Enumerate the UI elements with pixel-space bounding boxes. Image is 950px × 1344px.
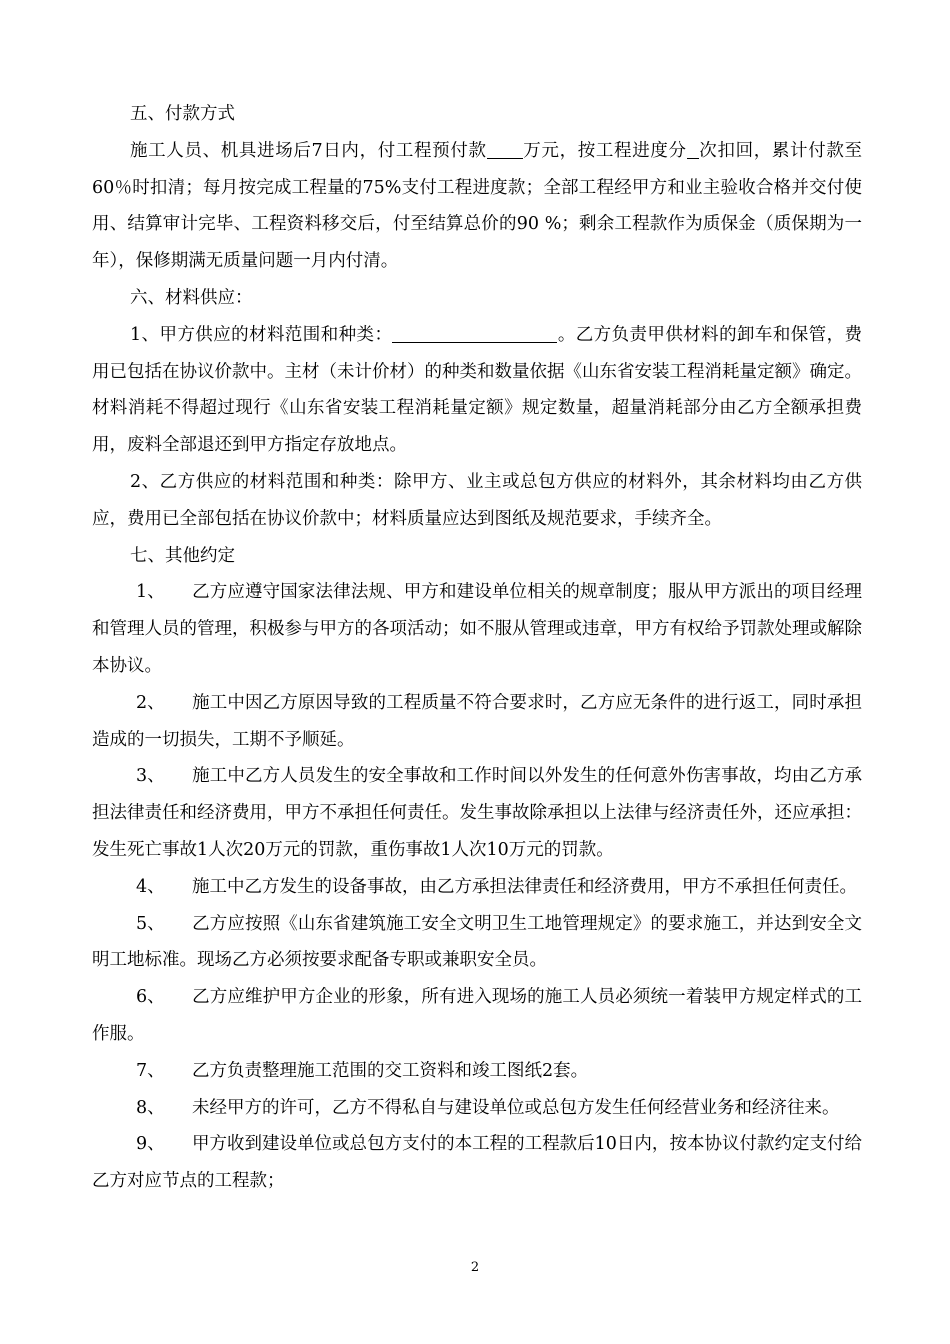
- payment-text-part1: 施工人员、机具进场后7日内，付工程预付款: [130, 140, 487, 161]
- section-heading-other: 七、其他约定: [130, 545, 235, 566]
- clause-text: 乙方负责整理施工范围的交工资料和竣工图纸2套。: [192, 1060, 589, 1081]
- page-number: 2: [470, 1260, 480, 1275]
- clause-item: [92, 685, 862, 759]
- clause-item: [92, 906, 862, 980]
- clause-text: 乙方应按照《山东省建筑施工安全文明卫生工地管理规定》的要求施工，并达到安全文明工地标准。现场乙方必须按要求配备专职或兼职安全员。: [92, 913, 862, 971]
- clause-text: 甲方收到建设单位或总包方支付的本工程的工程款后10日内，按本协议付款约定支付给乙方对应节点的工程款；: [92, 1134, 862, 1192]
- installment-count-blank: [687, 138, 699, 159]
- clause-number: 7、: [136, 1060, 165, 1081]
- clause-number: 8、: [136, 1097, 165, 1118]
- payment-text-part2: 万元，按工程进度分: [522, 140, 687, 161]
- clause-number: 5、: [136, 913, 165, 934]
- payment-text-part3: 次扣回，累计付款至60％时扣清；每月按完成工程量的75%支付工程进度款；全部工程经甲方和业主验收合格并交付使用、结算审计完毕、工程资料移交后，付至结算总价的90 %；剩余工程款作为质保金（质保期为一年），保修期满无质量问题一月内付清。: [92, 140, 863, 272]
- page-body: [92, 96, 862, 1200]
- clause-text: 未经甲方的许可，乙方不得私自与建设单位或总包方发生任何经营业务和经济往来。: [192, 1097, 840, 1118]
- clause-number: 6、: [136, 987, 165, 1008]
- clause-number: 2、: [136, 692, 165, 713]
- materials-1-text-part1: 1、甲方供应的材料范围和种类：: [130, 324, 393, 345]
- materials-scope-blank: [392, 322, 557, 343]
- clause-number: 4、: [136, 876, 165, 897]
- clause-text: 施工中乙方人员发生的安全事故和工作时间以外发生的任何意外伤害事故，均由乙方承担法律责任和经济费用，甲方不承担任何责任。发生事故除承担以上法律与经济责任外，还应承担：发生死亡事故1人次20万元的罚款，重伤事故1人次10万元的罚款。: [92, 766, 862, 860]
- clause-number: 9、: [136, 1134, 165, 1155]
- clause-item: [92, 1053, 862, 1090]
- clause-item: [92, 979, 862, 1053]
- payment-paragraph: [92, 133, 862, 280]
- clause-item: [92, 758, 862, 868]
- materials-paragraph-2: 2、乙方供应的材料范围和种类：除甲方、业主或总包方供应的材料外，其余材料均由乙方供应，费用已全部包括在协议价款中；材料质量应达到图纸及规范要求，手续齐全。: [92, 471, 862, 529]
- clause-text: 乙方应遵守国家法律法规、甲方和建设单位相关的规章制度；服从甲方派出的项目经理和管理人员的管理，积极参与甲方的各项活动；如不服从管理或违章，甲方有权给予罚款处理或解除本协议。: [92, 582, 862, 676]
- clause-item: [92, 869, 862, 906]
- materials-1-text-part2: 。乙方负责甲供材料的卸车和保管，费用已包括在协议价款中。主材（未计价材）的种类和数量依据《山东省安装工程消耗量定额》确定。材料消耗不得超过现行《山东省安装工程消耗量定额》规定数量，超量消耗部分由乙方全额承担费用，废料全部退还到甲方指定存放地点。: [92, 324, 863, 456]
- clause-item: [92, 1126, 862, 1200]
- clause-item: [92, 1090, 862, 1127]
- section-heading-materials: 六、材料供应：: [130, 287, 253, 308]
- clause-text: 施工中乙方发生的设备事故，由乙方承担法律责任和经济费用，甲方不承担任何责任。: [192, 876, 857, 897]
- advance-amount-blank: [487, 138, 523, 159]
- clause-item: [92, 574, 862, 684]
- clause-number: 1、: [136, 582, 165, 603]
- section-heading-payment: 五、付款方式: [130, 104, 235, 124]
- materials-paragraph-1: [92, 317, 862, 464]
- clause-number: 3、: [136, 766, 165, 787]
- clause-text: 施工中因乙方原因导致的工程质量不符合要求时，乙方应无条件的进行返工，同时承担造成的一切损失，工期不予顺延。: [92, 692, 862, 750]
- clause-text: 乙方应维护甲方企业的形象，所有进入现场的施工人员必须统一着装甲方规定样式的工作服。: [92, 987, 862, 1044]
